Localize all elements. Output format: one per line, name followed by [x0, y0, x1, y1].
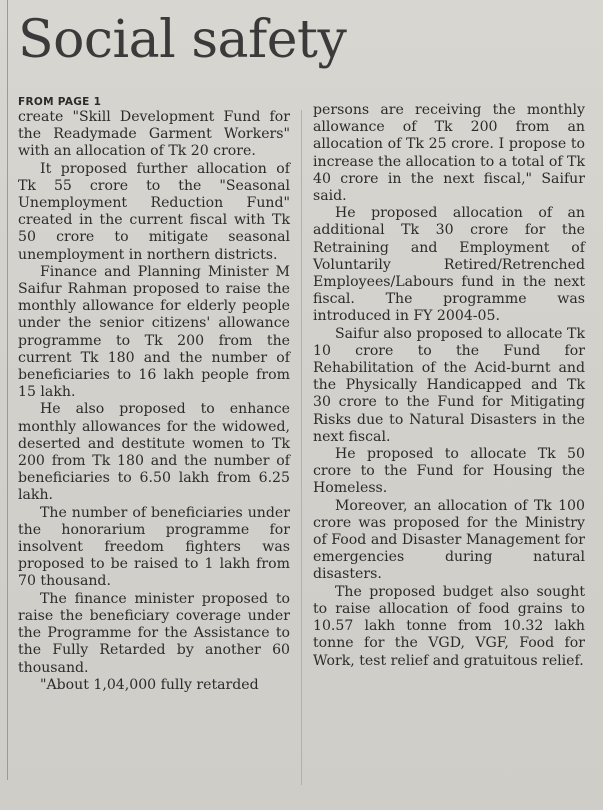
kicker: FROM PAGE 1 — [18, 96, 102, 108]
headline: Social safety — [18, 10, 347, 70]
paragraph: Moreover, an allocation of Tk 100 crore was proposed for the Ministry of Food and Disaster Management for emergencies during natural disasters. — [313, 497, 585, 583]
paragraph: He proposed to allocate Tk 50 crore to the Fund for Housing the Homeless. — [313, 446, 585, 497]
clipping-edge — [7, 0, 8, 780]
paragraph: persons are receiving the monthly allowance of Tk 200 from an allocation of Tk 25 crore. I propose to increase the allocation to a total of Tk 40 crore in the next fiscal," Saifur said. — [313, 102, 585, 205]
paragraph: create "Skill Development Fund for the Readymade Garment Workers" with an allocation of Tk 20 crore. — [18, 109, 290, 160]
paragraph: He also proposed to enhance monthly allowances for the widowed, deserted and destitute women to Tk 200 from Tk 180 and the number of beneficiaries to 6.50 lakh from 6.25 lakh. — [18, 401, 290, 504]
paragraph: The number of beneficiaries under the honorarium programme for insolvent freedom fighters was proposed to be raised to 1 lakh from 70 thousand. — [18, 504, 290, 590]
paragraph: Saifur also proposed to allocate Tk 10 crore to the Fund for Rehabilitation of the Acid-burnt and the Physically Handicapped and Tk 30 crore to the Fund for Mitigating Risks due to Natural Disasters in the next fiscal. — [313, 325, 585, 445]
paragraph: "About 1,04,000 fully retarded — [40, 676, 259, 693]
paragraph: The proposed budget also sought to raise allocation of food grains to 10.57 lakh tonne from 10.32 lakh tonne for the VGD, VGF, Food for Work, test relief and gratuitous relief. — [313, 583, 585, 669]
paragraph: Finance and Planning Minister M Saifur Rahman proposed to raise the monthly allowance for elderly people under the senior citizens' allowance programme to Tk 200 from the current Tk 180 and the number of beneficiaries to 16 lakh people from 15 lakh. — [18, 263, 290, 401]
paragraph: The finance minister proposed to raise the beneficiary coverage under the Programme for the Assistance to the Fully Retarded by another 60 thousand. — [18, 590, 290, 676]
column-divider — [301, 110, 302, 785]
right-column — [313, 102, 585, 670]
left-column — [18, 96, 290, 694]
paragraph: He proposed allocation of an additional Tk 30 crore for the Retraining and Employment of Voluntarily Retired/Retrenched Employees/Labours fund in the next fiscal. The programme was introduced in FY 2004-05. — [313, 205, 585, 325]
paragraph: It proposed further allocation of Tk 55 crore to the "Seasonal Unemployment Reduction Fund" created in the current fiscal with Tk 50 crore to mitigate seasonal unemployment in northern districts. — [18, 160, 290, 263]
